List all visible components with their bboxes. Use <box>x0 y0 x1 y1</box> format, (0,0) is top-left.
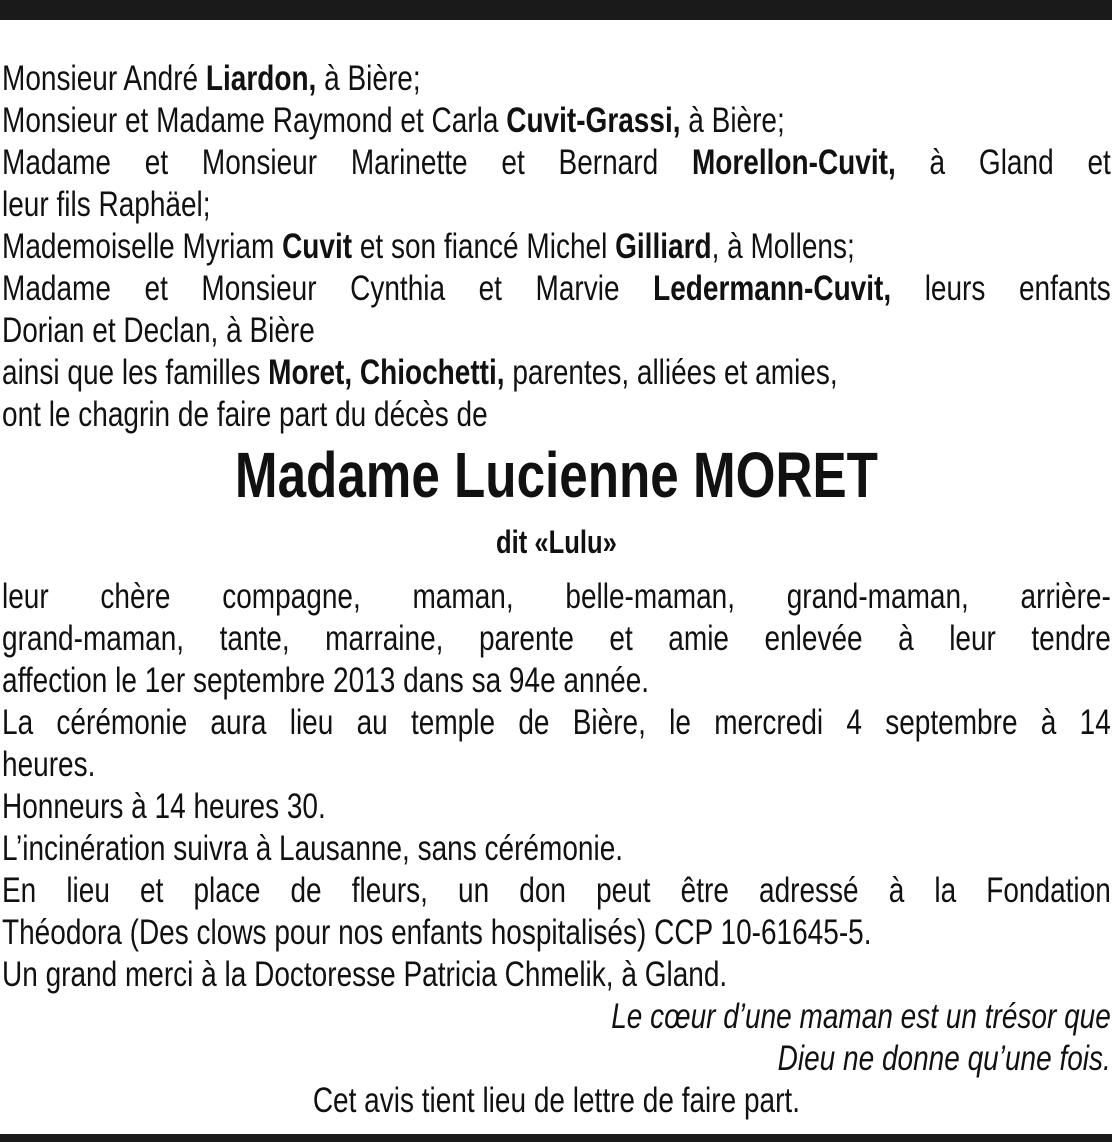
bottom-rule <box>0 1134 1112 1142</box>
text-segment: , à Mollens; <box>711 227 855 266</box>
body-line <box>2 618 1111 660</box>
body-line <box>2 744 1111 786</box>
text-segment: heures. <box>2 745 96 784</box>
text-segment: L’incinération suivra à Lausanne, sans cérémonie. <box>2 829 624 868</box>
name-bold: Cuvit <box>282 227 353 266</box>
text-segment: affection le 1er septembre 2013 dans sa 94e année. <box>2 661 650 700</box>
text-segment: ont le chagrin de faire part du décès de <box>2 395 488 434</box>
text-segment: Dieu ne donne qu’une fois. <box>777 1039 1111 1078</box>
family-line <box>2 394 1111 436</box>
text-segment: Dorian et Declan, à Bière <box>2 311 315 350</box>
family-line <box>2 100 1111 142</box>
text-segment: parentes, alliées et amies, <box>504 353 838 392</box>
text-segment: à Gland et <box>895 143 1111 182</box>
name-bold: Morellon-Cuvit, <box>691 143 896 182</box>
text-segment: leur fils Raphäel; <box>2 185 211 224</box>
text-segment: Madame et Monsieur Marinette et Bernard <box>2 143 692 182</box>
text-segment: Cet avis tient lieu de lettre de faire part. <box>312 1081 800 1120</box>
family-line <box>2 184 1111 226</box>
text-segment: Honneurs à 14 heures 30. <box>2 787 326 826</box>
body-line <box>2 828 1111 870</box>
text-segment: Monsieur André <box>2 59 206 98</box>
body-line <box>2 1080 1111 1122</box>
body-line <box>2 912 1111 954</box>
name-bold: Ledermann-Cuvit, <box>653 269 892 308</box>
family-line <box>2 268 1111 310</box>
family-line <box>2 352 1111 394</box>
text-segment: leur chère compagne, maman, belle-maman, grand-maman, arrière- <box>2 577 1111 616</box>
body-line <box>2 702 1111 744</box>
text-segment: Madame et Monsieur Cynthia et Marvie <box>2 269 654 308</box>
text-segment: Mademoiselle Myriam <box>2 227 283 266</box>
deceased-name: Madame Lucienne MORET <box>234 439 878 511</box>
family-line <box>2 142 1111 184</box>
body-line <box>2 576 1111 618</box>
text-segment: leurs enfants <box>891 269 1111 308</box>
name-bold: Cuvit-Grassi, <box>506 101 681 140</box>
name-bold: Moret, Chiochetti, <box>268 353 505 392</box>
text-segment: à Bière; <box>316 59 421 98</box>
name-bold: Gilliard <box>615 227 712 266</box>
text-segment: et son fiancé Michel <box>352 227 616 266</box>
top-rule <box>0 0 1112 20</box>
body-line <box>2 996 1111 1038</box>
family-line <box>2 226 1111 268</box>
body-line <box>2 870 1111 912</box>
body-line <box>2 786 1111 828</box>
family-line <box>2 58 1111 100</box>
text-segment: Théodora (Des clows pour nos enfants hospitalisés) CCP 10-61645-5. <box>2 913 872 952</box>
text-segment: Un grand merci à la Doctoresse Patricia Chmelik, à Gland. <box>2 955 728 994</box>
family-line <box>2 310 1111 352</box>
body-line <box>2 1038 1111 1080</box>
text-segment: La cérémonie aura lieu au temple de Bière, le mercredi 4 septembre à 14 <box>2 703 1111 742</box>
text-segment: En lieu et place de fleurs, un don peut être adressé à la Fondation <box>2 871 1111 910</box>
text-segment: Monsieur et Madame Raymond et Carla <box>2 101 507 140</box>
body-line <box>2 954 1111 996</box>
text-segment: à Bière; <box>680 101 785 140</box>
name-bold: Liardon, <box>205 59 317 98</box>
nickname: dit «Lulu» <box>495 524 617 560</box>
text-segment: grand-maman, tante, marraine, parente et amie enlevée à leur tendre <box>2 619 1111 658</box>
body-line <box>2 660 1111 702</box>
text-segment: Le cœur d’une maman est un trésor que <box>611 997 1111 1036</box>
text-segment: ainsi que les familles <box>2 353 269 392</box>
